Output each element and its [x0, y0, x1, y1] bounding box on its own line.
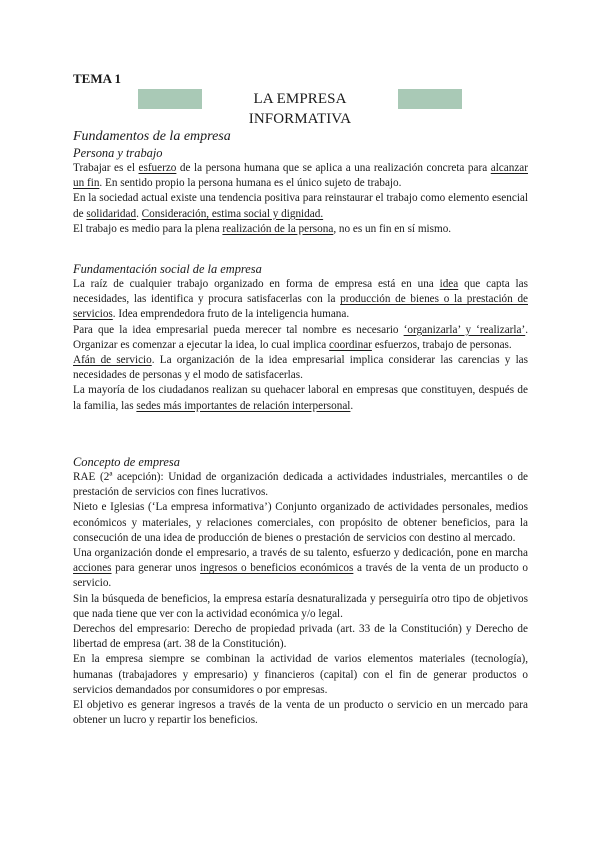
paragraph: Para que la idea empresarial pueda merecer tal nombre es necesario ‘organizarla’ y ‘realizarla’. Organizar es comenzar a ejecutar la idea, lo cual implica coordinar esfuerzos, trabajo de personas.	[73, 323, 528, 351]
underlined-term: producción de bienes o la prestación de servicios	[73, 293, 529, 321]
paragraph: Una organización donde el empresario, a través de su talento, esfuerzo y dedicación, pone en marcha acciones para generar unos ingresos o beneficios económicos a través de la venta de un producto o servicio.	[73, 547, 528, 590]
underlined-term: solidaridad	[86, 207, 137, 220]
paragraph: Nieto e Iglesias (‘La empresa informativa’) Conjunto organizado de actividades personales, medios económicos y materiales, y relaciones comerciales, con propósito de obtener beneficios, para la consecución de una idea de producción de bienes o prestación de servicios con destino al mercado.	[73, 501, 528, 544]
section-fundamentacion	[73, 261, 528, 414]
section-heading: Fundamentación social de la empresa	[73, 262, 262, 276]
tema-label: TEMA 1	[73, 71, 122, 86]
underlined-term: realización de la persona	[222, 222, 334, 235]
underlined-term: Consideración, estima social y dignidad.	[141, 207, 324, 220]
section-subheading: Persona y trabajo	[73, 146, 163, 160]
underlined-term: ‘organizarla’ y ‘realizarla’	[403, 323, 526, 336]
paragraph: La raíz de cualquier trabajo organizado en forma de empresa está en una idea que capta las necesidades, las identifica y procura satisfacerlas con la producción de bienes o la prestación de servicios. Idea emprendedora fruto de la inteligencia humana.	[73, 278, 529, 321]
underlined-term: esfuerzo	[138, 162, 177, 174]
underlined-term: ingresos o beneficios económicos	[200, 562, 354, 575]
underlined-term: acciones	[73, 562, 112, 575]
paragraph: RAE (2ª acepción): Unidad de organización dedicada a actividades industriales, mercantiles o de prestación de servicios con fines lucrativos.	[73, 471, 528, 499]
underlined-term: idea	[439, 278, 459, 290]
paragraph: En la empresa siempre se combinan la actividad de varios elementos materiales (tecnología), humanas (trabajadores y empresario) y financieros (capital) con el fin de generar productos o servicios demandados por consumidores o por empresas.	[73, 653, 528, 696]
paragraph: En la sociedad actual existe una tendencia positiva para reinstaurar el trabajo como elemento esencial de solidaridad. Consideración, estima social y dignidad.	[73, 192, 528, 220]
paragraph: Sin la búsqueda de beneficios, la empresa estaría desnaturalizada y perseguiría otro tipo de objetivos que nada tiene que ver con la actividad económica y/o legal.	[73, 592, 528, 620]
paragraph: Derechos del empresario: Derecho de propiedad privada (art. 33 de la Constitución) y Derecho de libertad de empresa (art. 38 de la Constitución).	[73, 623, 528, 651]
underlined-term: coordinar	[329, 338, 372, 351]
underlined-term: sedes más importantes de relación interpersonal	[136, 399, 351, 412]
section-fundamentos	[73, 128, 528, 237]
paragraph: El trabajo es medio para la plena realización de la persona, no es un fin en sí mismo.	[73, 222, 452, 235]
underlined-term: Afán de servicio	[73, 354, 152, 367]
section-heading: Fundamentos de la empresa	[73, 129, 231, 144]
paragraph: La mayoría de los ciudadanos realizan su quehacer laboral en empresas que constituyen, después de la familia, las sedes más importantes de relación interpersonal.	[73, 384, 528, 412]
paragraph: El objetivo es generar ingresos a través de la venta de un producto o servicio en un mercado para obtener un lucro y repartir los beneficios.	[73, 699, 528, 727]
page-title: LA EMPRESA INFORMATIVA	[202, 89, 398, 109]
section-heading: Concepto de empresa	[73, 455, 180, 469]
section-concepto	[73, 454, 528, 728]
underlined-term: alcanzar un fin	[73, 162, 528, 190]
paragraph: Trabajar es el esfuerzo de la persona humana que se aplica a una realización concreta para alcanzar un fin. En sentido propio la persona humana es el único sujeto de trabajo.	[73, 162, 528, 190]
paragraph: Afán de servicio. La organización de la idea empresarial implica considerar las carencias y las necesidades de personas y el modo de satisfacerlas.	[73, 354, 528, 382]
